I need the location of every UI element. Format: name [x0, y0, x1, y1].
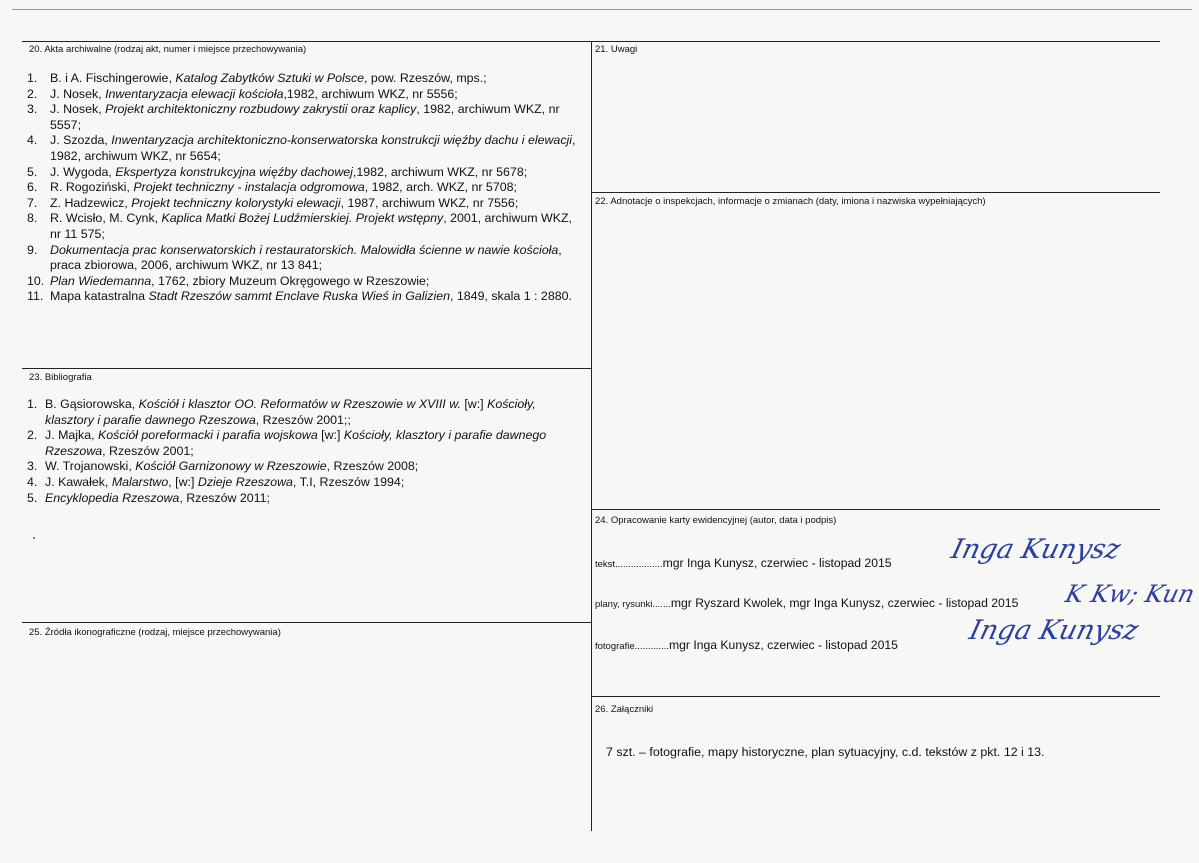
item-number: 7.	[27, 195, 38, 210]
item-number: 4.	[27, 133, 38, 148]
item-text: Z. Hadzewicz, Projekt techniczny kolorystyki elewacji, 1987, archiwum WKZ, nr 7556;	[50, 195, 519, 210]
section-25-heading: 25. Źródła ikonograficzne (rodzaj, miejsce przechowywania)	[29, 627, 281, 638]
section-20-heading: 20. Akta archiwalne (rodzaj akt, numer i miejsce przechowywania)	[29, 44, 307, 55]
list-item	[27, 102, 582, 133]
item-text: B. Gąsiorowska, Kościół i klasztor OO. Reformatów w Rzeszowie w XVIII w. [w:] Kościoły, klasztory i parafie dawnego Rzeszowa, Rzeszów 2001;;	[45, 397, 536, 427]
credit-dots: .............	[634, 641, 669, 652]
item-number: 1.	[27, 71, 38, 85]
credit-dots: ..................	[615, 559, 663, 570]
credit-label: fotografie	[595, 641, 635, 652]
list-item	[27, 165, 582, 181]
item-number: 8.	[27, 211, 38, 226]
item-text: R. Rogoziński, Projekt techniczny - instalacja odgromowa, 1982, arch. WKZ, nr 5708;	[50, 180, 517, 195]
credit-dots: .......	[652, 599, 671, 610]
item-text: B. i A. Fischingerowie, Katalog Zabytków Sztuki w Polsce, pow. Rzeszów, mps.;	[50, 71, 487, 85]
item-text: J. Wygoda, Ekspertyza konstrukcyjna więźby dachowej,1982, archiwum WKZ, nr 5678;	[50, 164, 528, 179]
rule-right-22-24	[591, 509, 1160, 510]
credit-text: mgr Inga Kunysz, czerwiec - listopad 2015	[662, 556, 892, 570]
archival-records-list	[27, 71, 582, 305]
list-item	[27, 459, 582, 475]
item-text: Plan Wiedemanna, 1762, zbiory Muzeum Okręgowego w Rzeszowie;	[50, 273, 430, 288]
credit-row-photos	[595, 638, 898, 652]
list-item	[27, 428, 582, 459]
item-number: 6.	[27, 180, 38, 195]
credit-text: mgr Ryszard Kwolek, mgr Inga Kunysz, czerwiec - listopad 2015	[670, 596, 1019, 610]
list-item	[27, 196, 582, 212]
rule-right-21-22	[591, 192, 1160, 193]
list-item	[27, 87, 582, 103]
item-text: Dokumentacja prac konserwatorskich i restauratorskich. Malowidła ścienne w nawie kościoła, praca zbiorowa, 2006, archiwum WKZ, nr 13 841;	[50, 242, 562, 273]
item-text: R. Wcisło, M. Cynk, Kaplica Matki Bożej Ludźmierskiej. Projekt wstępny, 2001, archiwum WKZ, nr 11 575;	[50, 211, 572, 241]
signature-plans: K Kw; Kun	[1062, 580, 1198, 608]
item-number: 10.	[27, 273, 45, 288]
section-22-heading: 22. Adnotacje o inspekcjach, informacje o zmianach (daty, imiona i nazwiska wypełniających)	[595, 196, 986, 207]
list-item	[27, 397, 582, 428]
item-number: 2.	[27, 428, 38, 443]
list-item	[27, 274, 582, 290]
credit-text: mgr Inga Kunysz, czerwiec - listopad 2015	[668, 638, 898, 652]
signature-photos: Inga Kunysz	[966, 615, 1142, 646]
item-text: Mapa katastralna Stadt Rzeszów sammt Enclave Ruska Wieś in Galizien, 1849, skala 1 : 2880.	[50, 289, 572, 304]
section-21-heading: 21. Uwagi	[595, 44, 638, 55]
bibliography-list	[27, 397, 582, 506]
list-item	[27, 71, 582, 87]
item-number: 9.	[27, 242, 38, 257]
item-text: J. Nosek, Inwentaryzacja elewacji kościoła,1982, archiwum WKZ, nr 5556;	[50, 86, 458, 101]
list-item	[27, 211, 582, 242]
stray-mark	[33, 537, 35, 539]
rule-right-24-26	[591, 696, 1160, 697]
item-number: 2.	[27, 86, 38, 101]
list-item	[27, 289, 582, 305]
credit-label: tekst	[595, 559, 616, 570]
center-divider	[591, 41, 592, 831]
item-number: 3.	[27, 102, 38, 117]
item-text: J. Majka, Kościół poreformacki i parafia wojskowa [w:] Kościoły, klasztory i parafie dawnego Rzeszowa, Rzeszów 2001;	[45, 428, 547, 458]
item-text: J. Kawałek, Malarstwo, [w:] Dzieje Rzeszowa, T.I, Rzeszów 1994;	[45, 474, 405, 489]
item-number: 1.	[27, 397, 38, 411]
attachments-text: 7 szt. – fotografie, mapy historyczne, plan sytuacyjny, c.d. tekstów z pkt. 12 i 13.	[606, 745, 1045, 759]
item-number: 3.	[27, 459, 38, 474]
section-26-heading: 26. Załączniki	[595, 704, 654, 715]
rule-left-23-25	[22, 622, 592, 623]
list-item	[27, 133, 582, 164]
list-item	[27, 243, 582, 274]
list-item	[27, 180, 582, 196]
section-23-heading: 23. Bibliografia	[29, 372, 92, 383]
item-number: 5.	[27, 490, 38, 505]
credit-row-plans	[595, 596, 1018, 610]
item-text: Encyklopedia Rzeszowa, Rzeszów 2011;	[45, 490, 270, 505]
section-24-heading: 24. Opracowanie karty ewidencyjnej (autor, data i podpis)	[595, 515, 837, 526]
item-text: J. Nosek, Projekt architektoniczny rozbudowy zakrystii oraz kaplicy, 1982, archiwum WKZ, nr 5557;	[50, 102, 560, 132]
top-border-line	[12, 9, 1192, 10]
item-number: 4.	[27, 474, 38, 489]
item-number: 5.	[27, 164, 38, 179]
list-item	[27, 475, 582, 491]
signature-text: Inga Kunysz	[948, 534, 1124, 565]
item-number: 11.	[27, 289, 44, 304]
item-text: W. Trojanowski, Kościół Garnizonowy w Rzeszowie, Rzeszów 2008;	[45, 459, 419, 474]
credit-row-text	[595, 556, 892, 570]
rule-left-20-23	[22, 368, 592, 369]
credit-label: plany, rysunki	[595, 599, 653, 610]
item-text: J. Szozda, Inwentaryzacja architektoniczno-konserwatorska konstrukcji więźby dachu i elewacji, 1982, archiwum WKZ, nr 5654;	[50, 133, 576, 163]
list-item	[27, 491, 582, 507]
